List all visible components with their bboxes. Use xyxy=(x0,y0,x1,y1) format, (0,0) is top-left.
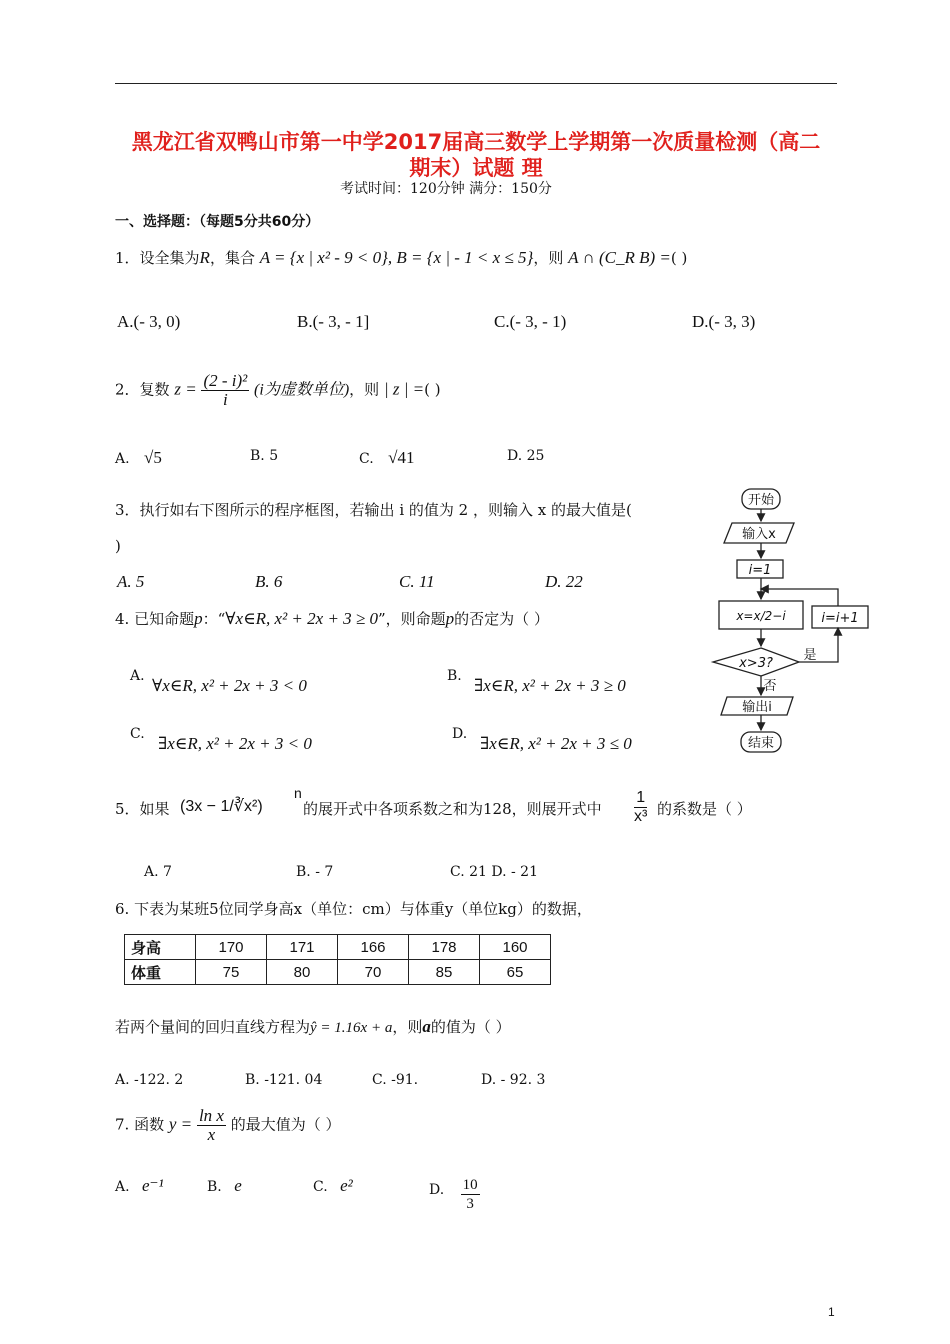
q1-option-b: B.(- 3, - 1] xyxy=(297,312,370,331)
table-cell: 85 xyxy=(409,960,480,985)
q5-frac-den: x³ xyxy=(634,808,648,825)
q4-a-label: A. xyxy=(130,668,145,684)
q7-a-label: A. xyxy=(115,1179,130,1195)
q6-data-table xyxy=(124,934,551,985)
q2-c-val: √41 xyxy=(388,448,415,467)
q4-text-d: 的否定为（ ） xyxy=(454,610,549,628)
q7-d-fraction xyxy=(461,1176,480,1213)
q7-text-b: 的最大值为（ ） xyxy=(230,1115,341,1134)
title-line-2: 期末）试题 理 xyxy=(409,156,543,180)
q7-c-label: C. xyxy=(313,1179,328,1195)
q5-option-cd: C. 21 D. - 21 xyxy=(450,864,538,880)
q4-p2: p xyxy=(445,609,455,628)
flow-end-label: 结束 xyxy=(747,736,775,751)
q7-b-val: e xyxy=(234,1176,242,1195)
q3-option-a: A. 5 xyxy=(117,572,145,591)
q7-a-val: e⁻¹ xyxy=(142,1176,164,1195)
q2-abs: | z | = xyxy=(383,379,425,399)
q4-option-d: ∃x∈R, x² + 2x + 3 ≤ 0 xyxy=(480,734,632,753)
q1-expr: A ∩ (C_R B) = xyxy=(568,248,671,267)
flow-input-label: 输入x xyxy=(742,527,776,542)
q5-exp-n: n xyxy=(294,785,302,801)
q2-paren: ( ) xyxy=(424,380,441,399)
q7-num: ln x xyxy=(198,1106,224,1125)
q2-z: z = xyxy=(174,379,197,399)
q2-stem xyxy=(115,372,441,409)
q6-text-a: 若两个量间的回归直线方程为 xyxy=(115,1018,311,1036)
q2-text-a: 2．复数 xyxy=(115,380,170,399)
q1-text-b: ，集合 xyxy=(209,249,255,267)
q6-option-d: D. - 92. 3 xyxy=(481,1072,546,1088)
q3-stem: 3．执行如右下图所示的程序框图，若输出 i 的值为 2 ，则输入 x 的最大值是( xyxy=(115,501,632,519)
flow-start-label: 开始 xyxy=(747,493,775,508)
q4-stem xyxy=(115,608,549,629)
q5-frac-num: 1 xyxy=(634,789,647,808)
section-heading: 一、选择题：（每题5分共60分） xyxy=(115,214,320,230)
table-cell: 178 xyxy=(409,935,480,960)
q5-option-a: A. 7 xyxy=(144,864,172,880)
q2-fraction xyxy=(201,372,249,409)
q7-option-a xyxy=(115,1176,164,1196)
q7-den: x xyxy=(207,1125,216,1144)
program-flowchart xyxy=(706,485,876,760)
q2-option-d: D. 25 xyxy=(507,448,545,464)
q7-option-d xyxy=(429,1176,480,1213)
q2-a-label: A. xyxy=(115,451,130,467)
flow-assign-label: x=x/2−i xyxy=(736,609,786,623)
q4-prop: ∀x∈R, x² + 2x + 3 ≥ 0 xyxy=(225,609,378,628)
q4-text-a: 4. 已知命题 xyxy=(115,610,195,628)
q2-note: (i为虚数单位) xyxy=(254,381,350,399)
flow-condition-label: x>3? xyxy=(739,656,773,671)
q1-option-c: C.(- 3, - 1) xyxy=(494,312,567,331)
q7-stem xyxy=(115,1107,341,1144)
table-cell: 171 xyxy=(267,935,338,960)
q4-option-a: ∀x∈R, x² + 2x + 3 < 0 xyxy=(152,676,307,695)
q7-d-den: 3 xyxy=(466,1196,474,1212)
q6-var-a: a xyxy=(422,1017,431,1036)
q2-a-val: √5 xyxy=(144,448,162,467)
table-cell: 170 xyxy=(196,935,267,960)
q4-option-b: ∃x∈R, x² + 2x + 3 ≥ 0 xyxy=(474,676,626,695)
q6-option-a: A. -122. 2 xyxy=(115,1072,184,1088)
page-number: 1 xyxy=(828,1305,835,1319)
table-cell: 166 xyxy=(338,935,409,960)
q7-d-label: D. xyxy=(429,1182,445,1198)
q4-c-label: C. xyxy=(130,726,145,742)
q5-fraction xyxy=(634,789,647,826)
table-cell: 160 xyxy=(480,935,551,960)
q5-stem-c: 的系数是（ ） xyxy=(657,800,752,818)
q2-option-c xyxy=(359,448,414,468)
q7-fraction xyxy=(197,1107,226,1144)
header-rule xyxy=(115,83,837,84)
flow-increment-label: i=i+1 xyxy=(821,611,859,626)
q2-text-b: ，则 xyxy=(349,380,380,399)
q2-num: (2 - i)² xyxy=(203,371,248,390)
q5-option-b: B. - 7 xyxy=(296,864,334,880)
q6-text-b: ，则 xyxy=(392,1018,423,1036)
q5-stem-a: 5．如果 xyxy=(115,800,170,818)
q7-y: y = xyxy=(168,1114,193,1134)
q7-option-c xyxy=(313,1176,353,1196)
q1-stem xyxy=(115,247,687,268)
q7-option-b xyxy=(207,1176,242,1196)
q7-d-num: 10 xyxy=(462,1177,478,1193)
q6-equation: ŷ = 1.16x + a xyxy=(310,1020,393,1036)
flow-init-label: i=1 xyxy=(748,563,772,578)
q6-after xyxy=(115,1016,511,1037)
table-cell: 70 xyxy=(338,960,409,985)
q6-text-c: 的值为（ ） xyxy=(430,1018,511,1036)
q7-b-label: B. xyxy=(207,1179,222,1195)
q4-option-c: ∃x∈R, x² + 2x + 3 < 0 xyxy=(158,734,312,753)
flow-yes-label: 是 xyxy=(803,648,817,663)
q2-den: i xyxy=(222,390,228,409)
q7-text-a: 7. 函数 xyxy=(115,1115,165,1134)
q1-var-r: R xyxy=(199,248,210,267)
q6-option-b: B. -121. 04 xyxy=(245,1072,323,1088)
q4-p: p xyxy=(194,609,203,628)
q6-option-c: C. -91. xyxy=(372,1072,419,1088)
flow-no-label: 否 xyxy=(763,679,777,694)
q4-text-c: ”，则命题 xyxy=(378,610,446,628)
q6-stem: 6. 下表为某班5位同学身高x（单位：cm）与体重y（单位kg）的数据， xyxy=(115,900,592,918)
q4-text-b: ：“ xyxy=(202,610,226,628)
q5-expr: (3x − 1/∛x²) xyxy=(180,798,263,815)
table-cell: 80 xyxy=(267,960,338,985)
q2-c-label: C. xyxy=(359,451,374,467)
table-row xyxy=(125,960,551,985)
q1-option-a: A.(- 3, 0) xyxy=(117,312,181,331)
q3-close: ) xyxy=(115,537,121,555)
exam-info: 考试时间：120分钟 满分：150分 xyxy=(340,181,552,197)
q4-b-label: B. xyxy=(447,668,462,684)
table-row xyxy=(125,935,551,960)
q3-option-c: C. 11 xyxy=(399,572,435,591)
q1-option-d: D.(- 3, 3) xyxy=(692,312,756,331)
q7-c-val: e² xyxy=(340,1176,353,1195)
q3-option-d: D. 22 xyxy=(545,572,583,591)
q1-text-a: 1．设全集为 xyxy=(115,249,200,267)
flow-output-label: 输出i xyxy=(742,700,772,715)
q3-option-b: B. 6 xyxy=(255,572,283,591)
q1-sets: A = {x | x² - 9 < 0}, B = {x | - 1 < x ≤ 5} xyxy=(259,248,534,267)
q1-text-c: ，则 xyxy=(533,249,564,267)
q1-paren: ( ) xyxy=(670,249,688,267)
q2-option-a xyxy=(115,448,162,468)
table-row-label: 身高 xyxy=(125,935,196,960)
table-cell: 65 xyxy=(480,960,551,985)
table-cell: 75 xyxy=(196,960,267,985)
q2-option-b: B. 5 xyxy=(250,448,279,464)
table-row-label: 体重 xyxy=(125,960,196,985)
q4-d-label: D. xyxy=(452,726,468,742)
title-line-1: 黑龙江省双鸭山市第一中学2017届高三数学上学期第一次质量检测（高二 xyxy=(131,130,821,154)
q5-stem-b: 的展开式中各项系数之和为128，则展开式中 xyxy=(303,800,602,818)
